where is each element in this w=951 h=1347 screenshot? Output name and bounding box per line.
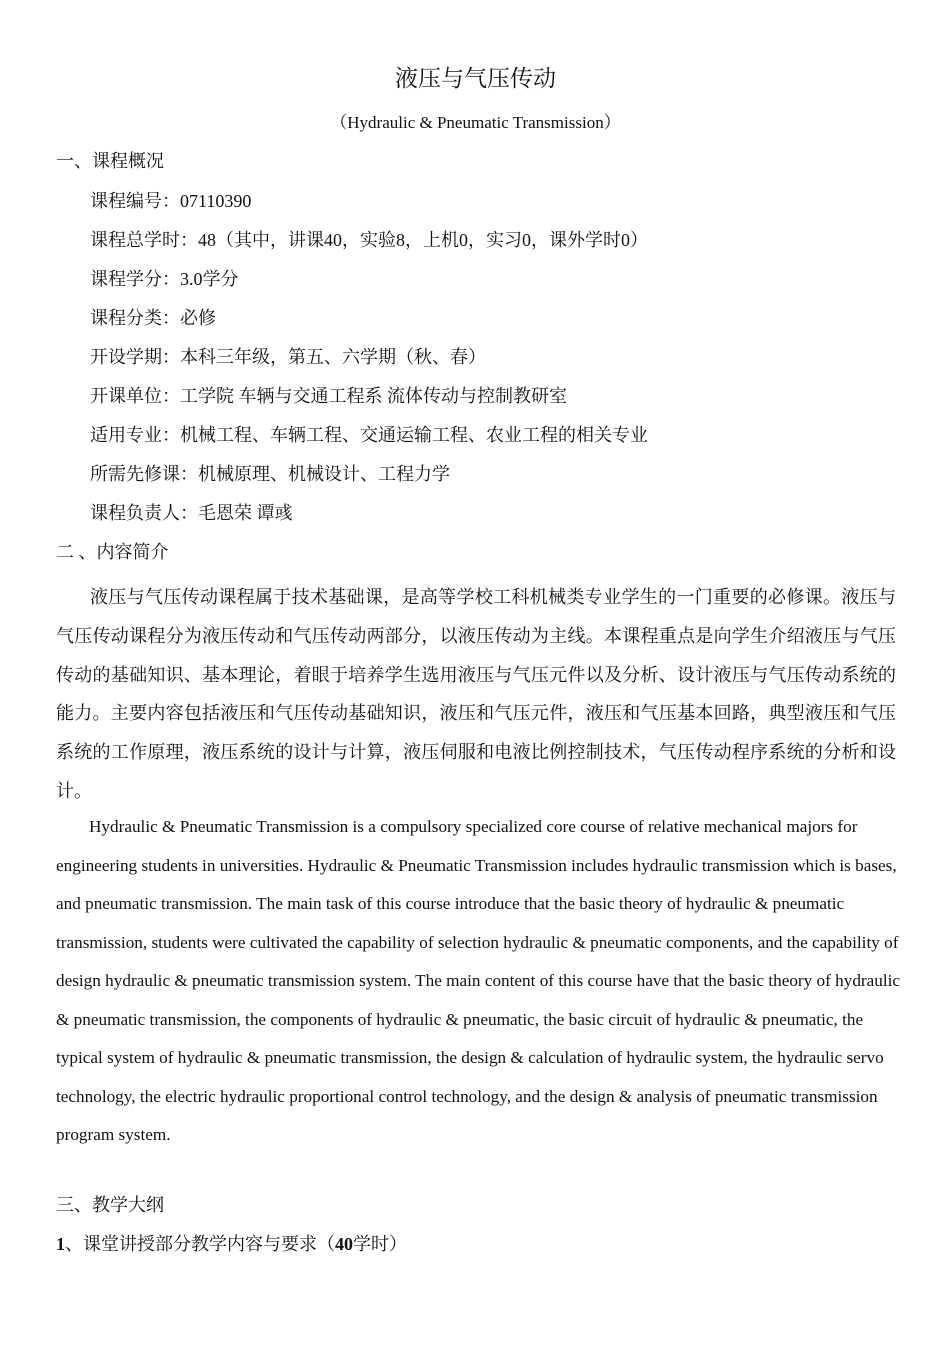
course-semester: 开设学期：本科三年级，第五、六学期（秋、春）	[90, 347, 486, 367]
subsection-text-a: 、课堂讲授部分教学内容与要求（	[65, 1234, 335, 1254]
course-department: 开课单位：工学院 车辆与交通工程系 流体传动与控制教研室	[90, 386, 567, 406]
section-heading-overview: 一、课程概况	[56, 151, 164, 171]
section-heading-summary: 二 、内容简介	[56, 542, 169, 562]
course-code: 课程编号：07110390	[90, 191, 252, 211]
document-subtitle: （Hydraulic & Pneumatic Transmission）	[330, 113, 621, 132]
course-category: 课程分类：必修	[90, 308, 216, 328]
summary-paragraph-chinese: 液压与气压传动课程属于技术基础课，是高等学校工科机械类专业学生的一门重要的必修课。液压与气压传动课程分为液压传动和气压传动两部分，以液压传动为主线。本课程重点是向学生介绍液压与气压传动的基础知识、基本理论，着眼于培养学生选用液压与气压元件以及分析、设计液压与气压传动系统的能力。主要内容包括液压和气压传动基础知识，液压和气压元件，液压和气压基本回路，典型液压和气压系统的工作原理，液压系统的设计与计算，液压伺服和电液比例控制技术，气压传动程序系统的分析和设计。	[56, 587, 896, 801]
subsection-heading-lectures	[56, 1231, 407, 1257]
course-info-list	[90, 188, 648, 539]
course-credits: 课程学分：3.0学分	[90, 269, 239, 289]
section-heading-syllabus: 三、教学大纲	[56, 1195, 164, 1215]
subsection-number: 1	[56, 1234, 65, 1254]
course-total-hours: 课程总学时：48（其中，讲课40，实验8，上机0，实习0，课外学时0）	[90, 230, 648, 250]
course-majors: 适用专业：机械工程、车辆工程、交通运输工程、农业工程的相关专业	[90, 425, 648, 445]
course-leader: 课程负责人：毛恩荣 谭彧	[90, 503, 293, 523]
summary-paragraph-english: Hydraulic & Pneumatic Transmission is a compulsory specialized core course of relative mechanical majors for engineering students in universities. Hydraulic & Pneumatic Transmission includes hydraulic transmission which is bases, and pneumatic transmission. The main task of this course introduce that the basic theory of hydraulic & pneumatic transmission, students were cultivated the capability of selection hydraulic & pneumatic components, and the capability of design hydraulic & pneumatic transmission system. The main content of this course have that the basic theory of hydraulic & pneumatic transmission, the components of hydraulic & pneumatic, the basic circuit of hydraulic & pneumatic, the typical system of hydraulic & pneumatic transmission, the design & calculation of hydraulic system, the hydraulic servo technology, the electric hydraulic proportional control technology, and the design & analysis of pneumatic transmission program system.	[56, 817, 901, 1144]
subsection-hours: 40	[335, 1234, 353, 1254]
course-prerequisites: 所需先修课：机械原理、机械设计、工程力学	[90, 464, 450, 484]
document-title: 液压与气压传动	[395, 66, 556, 91]
subsection-text-b: 学时）	[353, 1234, 407, 1254]
